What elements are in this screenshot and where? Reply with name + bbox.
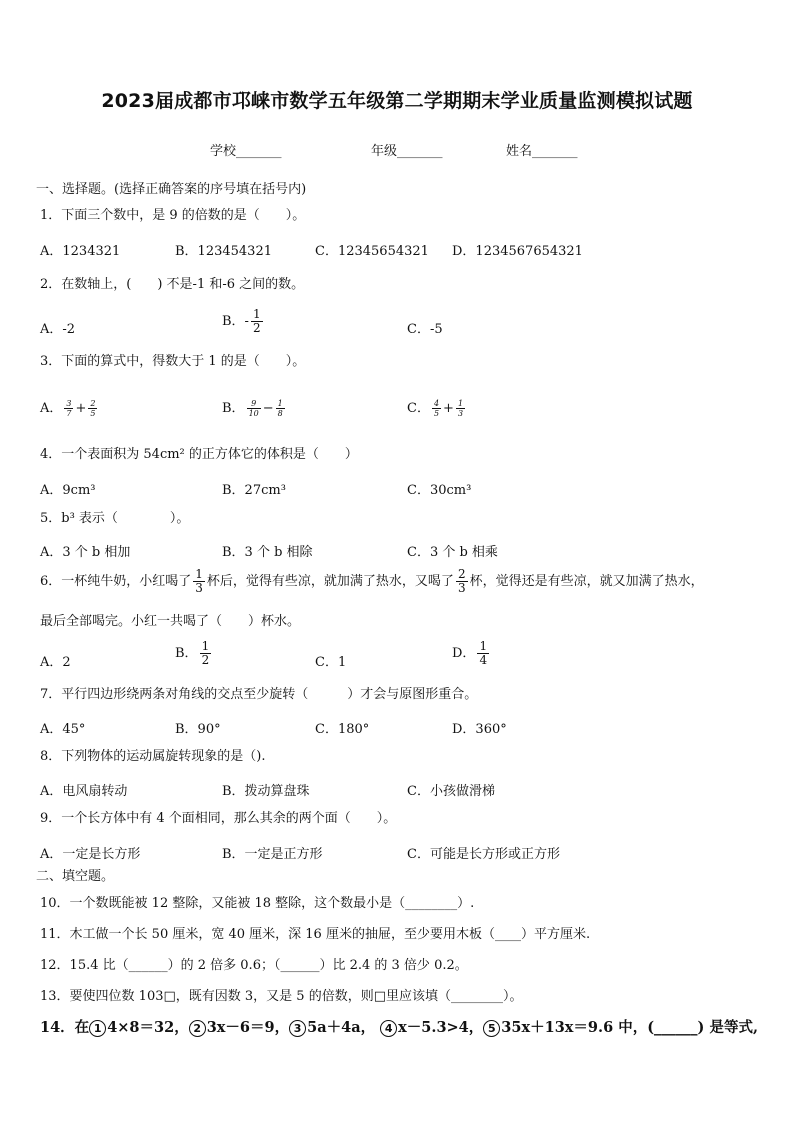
q14-expression-3: 5a＋4a， <box>307 1019 376 1036</box>
q14-expression-5: 35x＋13x＝9.6 中，(______) 是等式, <box>501 1019 759 1036</box>
question-10: 10．一个数既能被 12 整除，又能被 18 整除，这个数最小是（________）. <box>40 896 475 911</box>
q9-option-b: B．一定是正方形 <box>222 847 323 862</box>
q7-option-d: D．360° <box>452 722 507 737</box>
question-6 <box>40 568 704 595</box>
q4-option-b: B．27cm³ <box>222 483 286 498</box>
denominator: 3 <box>195 581 203 595</box>
circled-number-1: 1 <box>89 1020 106 1037</box>
fraction <box>432 399 441 418</box>
q2-option-c: C．-5 <box>407 322 443 337</box>
fraction <box>88 399 97 418</box>
q6-option-d <box>452 640 491 667</box>
q3-option-c <box>407 397 467 418</box>
question-5: 5．b³ 表示（ ）。 <box>40 511 190 526</box>
section-heading-choice: 一、选择题。(选择正确答案的序号填在括号内) <box>36 182 307 197</box>
question-12: 12．15.4 比（______）的 2 倍多 0.6；（______）比 2.4 的 3 倍少 0.2。 <box>40 958 468 973</box>
circled-number-5: 5 <box>483 1020 500 1037</box>
numerator: 1 <box>277 399 283 408</box>
operator: + <box>75 401 87 416</box>
q6-text-1: 6．一杯纯牛奶，小红喝了 <box>40 573 192 589</box>
q2-option-a: A．-2 <box>40 322 76 337</box>
q14-prefix: 14．在 <box>40 1019 90 1036</box>
denominator: 2 <box>201 653 210 667</box>
denominator: 2 <box>252 321 261 335</box>
q2-option-b-label: B．- <box>222 314 249 329</box>
numerator: 1 <box>457 399 464 408</box>
q3-option-a-label: A． <box>40 401 63 416</box>
q9-option-a: A．一定是长方形 <box>40 847 141 862</box>
q6-option-b <box>175 640 213 667</box>
q6-text-3: 杯，觉得还是有些凉，就又加满了热水， <box>469 573 704 589</box>
question-3: 3．下面的算式中，得数大于 1 的是（ ）。 <box>40 354 306 369</box>
q6-option-a: A．2 <box>40 655 71 670</box>
question-7: 7．平行四边形绕两条对角线的交点至少旋转（ ）才会与原图形重合。 <box>40 687 478 702</box>
numerator: 1 <box>195 567 203 581</box>
q8-option-c: C．小孩做滑梯 <box>407 784 495 799</box>
circled-number-3: 3 <box>289 1020 306 1037</box>
numerator: 2 <box>90 399 96 408</box>
q6-option-c: C．1 <box>315 655 347 670</box>
q6-text-2: 杯后，觉得有些凉，就加满了热水，又喝了 <box>206 573 454 589</box>
operator: + <box>443 401 454 416</box>
numerator: 3 <box>66 399 72 408</box>
q14-expression-4: x－5.3>4， <box>398 1019 484 1036</box>
q8-option-b: B．拨动算盘珠 <box>222 784 310 799</box>
question-11: 11．木工做一个长 50 厘米，宽 40 厘米，深 16 厘米的抽屉，至少要用木板（____）平方厘米. <box>40 927 591 942</box>
question-13: 13．要使四位数 103□，既有因数 3，又是 5 的倍数，则□里应该填（________）。 <box>40 989 523 1004</box>
circled-number-4: 4 <box>380 1020 397 1037</box>
q5-option-c: C．3 个 b 相乘 <box>407 545 498 560</box>
numerator: 1 <box>479 639 488 653</box>
fraction <box>64 399 73 418</box>
q14-expression-2: 3x－6＝9， <box>206 1019 290 1036</box>
question-6-line-2: 最后全部喝完。小红一共喝了（ ）杯水。 <box>40 614 301 629</box>
numerator: 1 <box>252 307 261 321</box>
q2-option-b <box>222 308 265 335</box>
fraction <box>193 568 205 595</box>
q1-option-c: C．12345654321 <box>315 244 429 259</box>
operator: − <box>262 401 274 416</box>
grade-field[interactable]: 年级_______ <box>371 144 443 159</box>
question-8: 8．下列物体的运动属旋转现象的是（). <box>40 749 266 764</box>
q1-option-d: D．1234567654321 <box>452 244 583 259</box>
fraction <box>477 640 489 667</box>
school-field[interactable]: 学校_______ <box>210 144 282 159</box>
name-field[interactable]: 姓名_______ <box>506 144 578 159</box>
denominator: 3 <box>457 409 464 418</box>
fraction <box>456 568 468 595</box>
denominator: 8 <box>277 409 283 418</box>
q3-option-b-label: B． <box>222 401 245 416</box>
fraction <box>456 399 465 418</box>
question-2: 2．在数轴上，( ) 不是-1 和-6 之间的数。 <box>40 277 305 292</box>
numerator: 9 <box>251 399 257 408</box>
q9-option-c: C．可能是长方形或正方形 <box>407 847 560 862</box>
circled-number-2: 2 <box>189 1020 206 1037</box>
section-heading-fill: 二、填空题。 <box>36 869 115 884</box>
question-9: 9．一个长方体中有 4 个面相同，那么其余的两个面（ ）。 <box>40 811 397 826</box>
fraction <box>276 399 285 418</box>
numerator: 1 <box>201 639 210 653</box>
q1-option-b: B．123454321 <box>175 244 272 259</box>
question-14 <box>40 1018 758 1038</box>
q6-option-b-label: B． <box>175 646 198 661</box>
q4-option-a: A．9cm³ <box>40 483 96 498</box>
q2-fraction <box>251 308 263 335</box>
q1-option-a: A．1234321 <box>40 244 121 259</box>
q4-option-c: C．30cm³ <box>407 483 472 498</box>
denominator: 5 <box>433 409 440 418</box>
q3-option-c-label: C． <box>407 401 430 416</box>
q7-option-a: A．45° <box>40 722 86 737</box>
q6-option-d-label: D． <box>452 646 476 661</box>
q8-option-a: A．电风扇转动 <box>40 784 128 799</box>
q14-expression-1: 4×8＝32， <box>107 1019 189 1036</box>
fraction <box>200 640 212 667</box>
fraction <box>247 399 261 418</box>
question-1: 1．下面三个数中，是 9 的倍数的是（ ）。 <box>40 208 306 223</box>
denominator: 7 <box>66 409 72 418</box>
denominator: 10 <box>248 409 259 418</box>
q5-option-b: B．3 个 b 相除 <box>222 545 313 560</box>
q3-option-a <box>40 397 99 418</box>
q7-option-c: C．180° <box>315 722 370 737</box>
q5-option-a: A．3 个 b 相加 <box>40 545 131 560</box>
numerator: 2 <box>457 567 466 581</box>
q7-option-b: B．90° <box>175 722 221 737</box>
question-4: 4．一个表面积为 54cm² 的正方体它的体积是（ ） <box>40 447 358 462</box>
denominator: 5 <box>90 409 96 418</box>
q3-option-b <box>222 397 287 418</box>
denominator: 4 <box>479 653 488 667</box>
page-title: 2023届成都市邛崃市数学五年级第二学期期末学业质量监测模拟试题 <box>101 90 693 112</box>
denominator: 3 <box>457 581 466 595</box>
numerator: 4 <box>433 399 440 408</box>
